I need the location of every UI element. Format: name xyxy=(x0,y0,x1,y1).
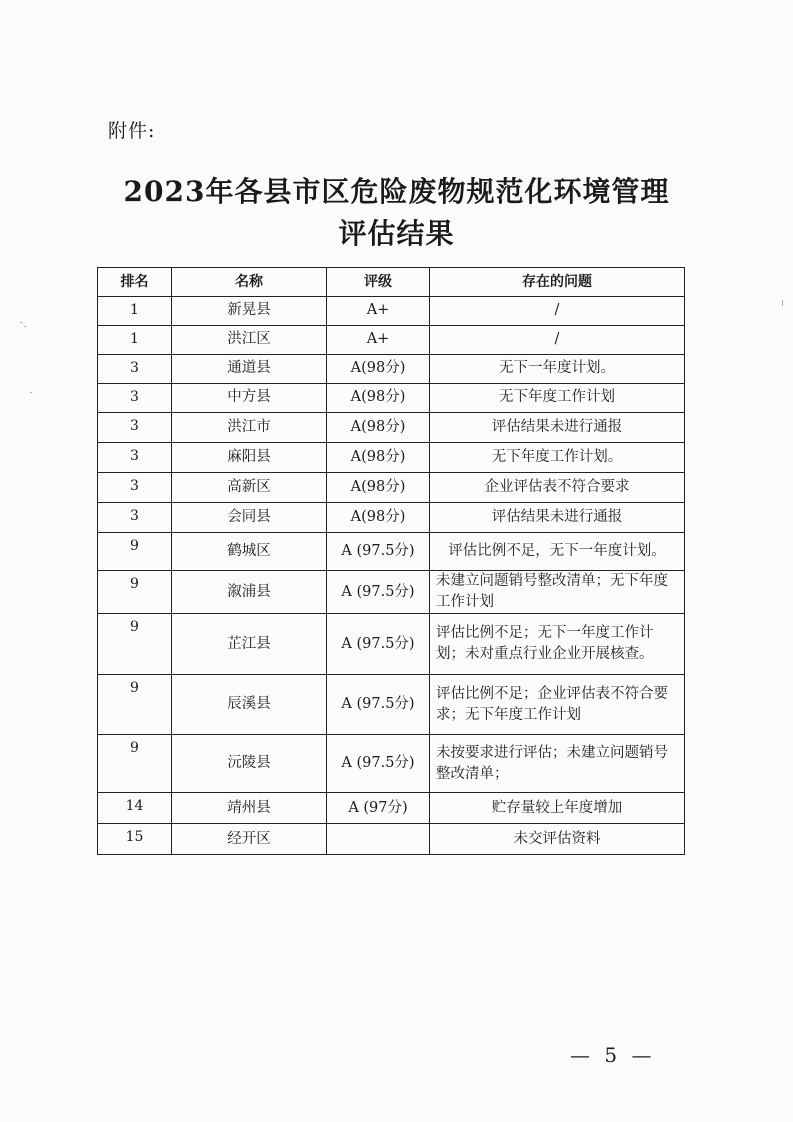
issue-cell: 企业评估表不符合要求 xyxy=(430,473,685,503)
name-cell: 鹤城区 xyxy=(172,533,327,571)
rank-cell: 3 xyxy=(98,503,172,533)
table-row xyxy=(98,614,685,675)
scan-speck xyxy=(24,326,26,327)
name-cell: 高新区 xyxy=(172,473,327,503)
table-row xyxy=(98,735,685,793)
issue-cell: 未交评估资料 xyxy=(430,824,685,855)
table-row xyxy=(98,824,685,855)
rank-cell: 9 xyxy=(98,533,172,571)
grade-cell: A (97分) xyxy=(327,793,430,824)
name-cell: 会同县 xyxy=(172,503,327,533)
grade-cell: A(98分) xyxy=(327,384,430,413)
grade-cell: A (97.5分) xyxy=(327,614,430,675)
rank-cell: 9 xyxy=(98,614,172,675)
attachment-label: 附件: xyxy=(108,120,156,142)
document-title-line2: 评估结果 xyxy=(338,217,455,250)
name-cell: 溆浦县 xyxy=(172,571,327,614)
grade-cell: A+ xyxy=(327,326,430,355)
name-cell: 经开区 xyxy=(172,824,327,855)
issue-cell: 未建立问题销号整改清单；无下年度工作计划 xyxy=(430,571,685,614)
table-row xyxy=(98,413,685,443)
rank-cell: 1 xyxy=(98,297,172,326)
results-table xyxy=(97,267,685,855)
table-row xyxy=(98,503,685,533)
name-cell: 辰溪县 xyxy=(172,675,327,735)
header-grade: 评级 xyxy=(327,268,430,297)
name-cell: 靖州县 xyxy=(172,793,327,824)
name-cell: 中方县 xyxy=(172,384,327,413)
scan-speck xyxy=(20,322,22,323)
header-issues: 存在的问题 xyxy=(430,268,685,297)
rank-cell: 1 xyxy=(98,326,172,355)
scan-speck xyxy=(782,300,783,306)
issue-cell: 无下一年度计划。 xyxy=(430,355,685,384)
name-cell: 新晃县 xyxy=(172,297,327,326)
name-cell: 沅陵县 xyxy=(172,735,327,793)
table-row xyxy=(98,297,685,326)
rank-cell: 3 xyxy=(98,413,172,443)
table-row xyxy=(98,793,685,824)
issue-cell: 贮存量较上年度增加 xyxy=(430,793,685,824)
name-cell: 芷江县 xyxy=(172,614,327,675)
grade-cell xyxy=(327,824,430,855)
issue-cell: 评估结果未进行通报 xyxy=(430,503,685,533)
table-row xyxy=(98,571,685,614)
rank-cell: 3 xyxy=(98,443,172,473)
grade-cell: A (97.5分) xyxy=(327,571,430,614)
issue-cell: 评估比例不足；无下一年度工作计划；未对重点行业企业开展核查。 xyxy=(430,614,685,675)
issue-cell: 评估比例不足；企业评估表不符合要求；无下年度工作计划 xyxy=(430,675,685,735)
issue-cell: 无下年度工作计划。 xyxy=(430,443,685,473)
grade-cell: A (97.5分) xyxy=(327,533,430,571)
document-title-line1: 2023年各县市区危险废物规范化环境管理 xyxy=(123,175,670,208)
table-row xyxy=(98,533,685,571)
name-cell: 洪江区 xyxy=(172,326,327,355)
rank-cell: 14 xyxy=(98,793,172,824)
header-rank: 排名 xyxy=(98,268,172,297)
rank-cell: 3 xyxy=(98,384,172,413)
rank-cell: 3 xyxy=(98,355,172,384)
header-name: 名称 xyxy=(172,268,327,297)
table-row xyxy=(98,326,685,355)
grade-cell: A(98分) xyxy=(327,473,430,503)
table-row xyxy=(98,675,685,735)
grade-cell: A+ xyxy=(327,297,430,326)
table-row xyxy=(98,355,685,384)
grade-cell: A(98分) xyxy=(327,443,430,473)
rank-cell: 9 xyxy=(98,735,172,793)
table-row xyxy=(98,443,685,473)
grade-cell: A(98分) xyxy=(327,413,430,443)
grade-cell: A (97.5分) xyxy=(327,735,430,793)
issue-cell: 评估比例不足，无下一年度计划。 xyxy=(430,533,685,571)
rank-cell: 3 xyxy=(98,473,172,503)
rank-cell: 15 xyxy=(98,824,172,855)
scan-speck xyxy=(30,392,32,393)
grade-cell: A (97.5分) xyxy=(327,675,430,735)
table-header-row xyxy=(98,268,685,297)
issue-cell: 未按要求进行评估；未建立问题销号整改清单； xyxy=(430,735,685,793)
issue-cell: / xyxy=(430,326,685,355)
rank-cell: 9 xyxy=(98,571,172,614)
issue-cell: / xyxy=(430,297,685,326)
name-cell: 麻阳县 xyxy=(172,443,327,473)
issue-cell: 无下年度工作计划 xyxy=(430,384,685,413)
table-row xyxy=(98,473,685,503)
table-row xyxy=(98,384,685,413)
issue-cell: 评估结果未进行通报 xyxy=(430,413,685,443)
name-cell: 通道县 xyxy=(172,355,327,384)
rank-cell: 9 xyxy=(98,675,172,735)
grade-cell: A(98分) xyxy=(327,355,430,384)
grade-cell: A(98分) xyxy=(327,503,430,533)
page-number: — 5 — xyxy=(570,1043,656,1067)
name-cell: 洪江市 xyxy=(172,413,327,443)
